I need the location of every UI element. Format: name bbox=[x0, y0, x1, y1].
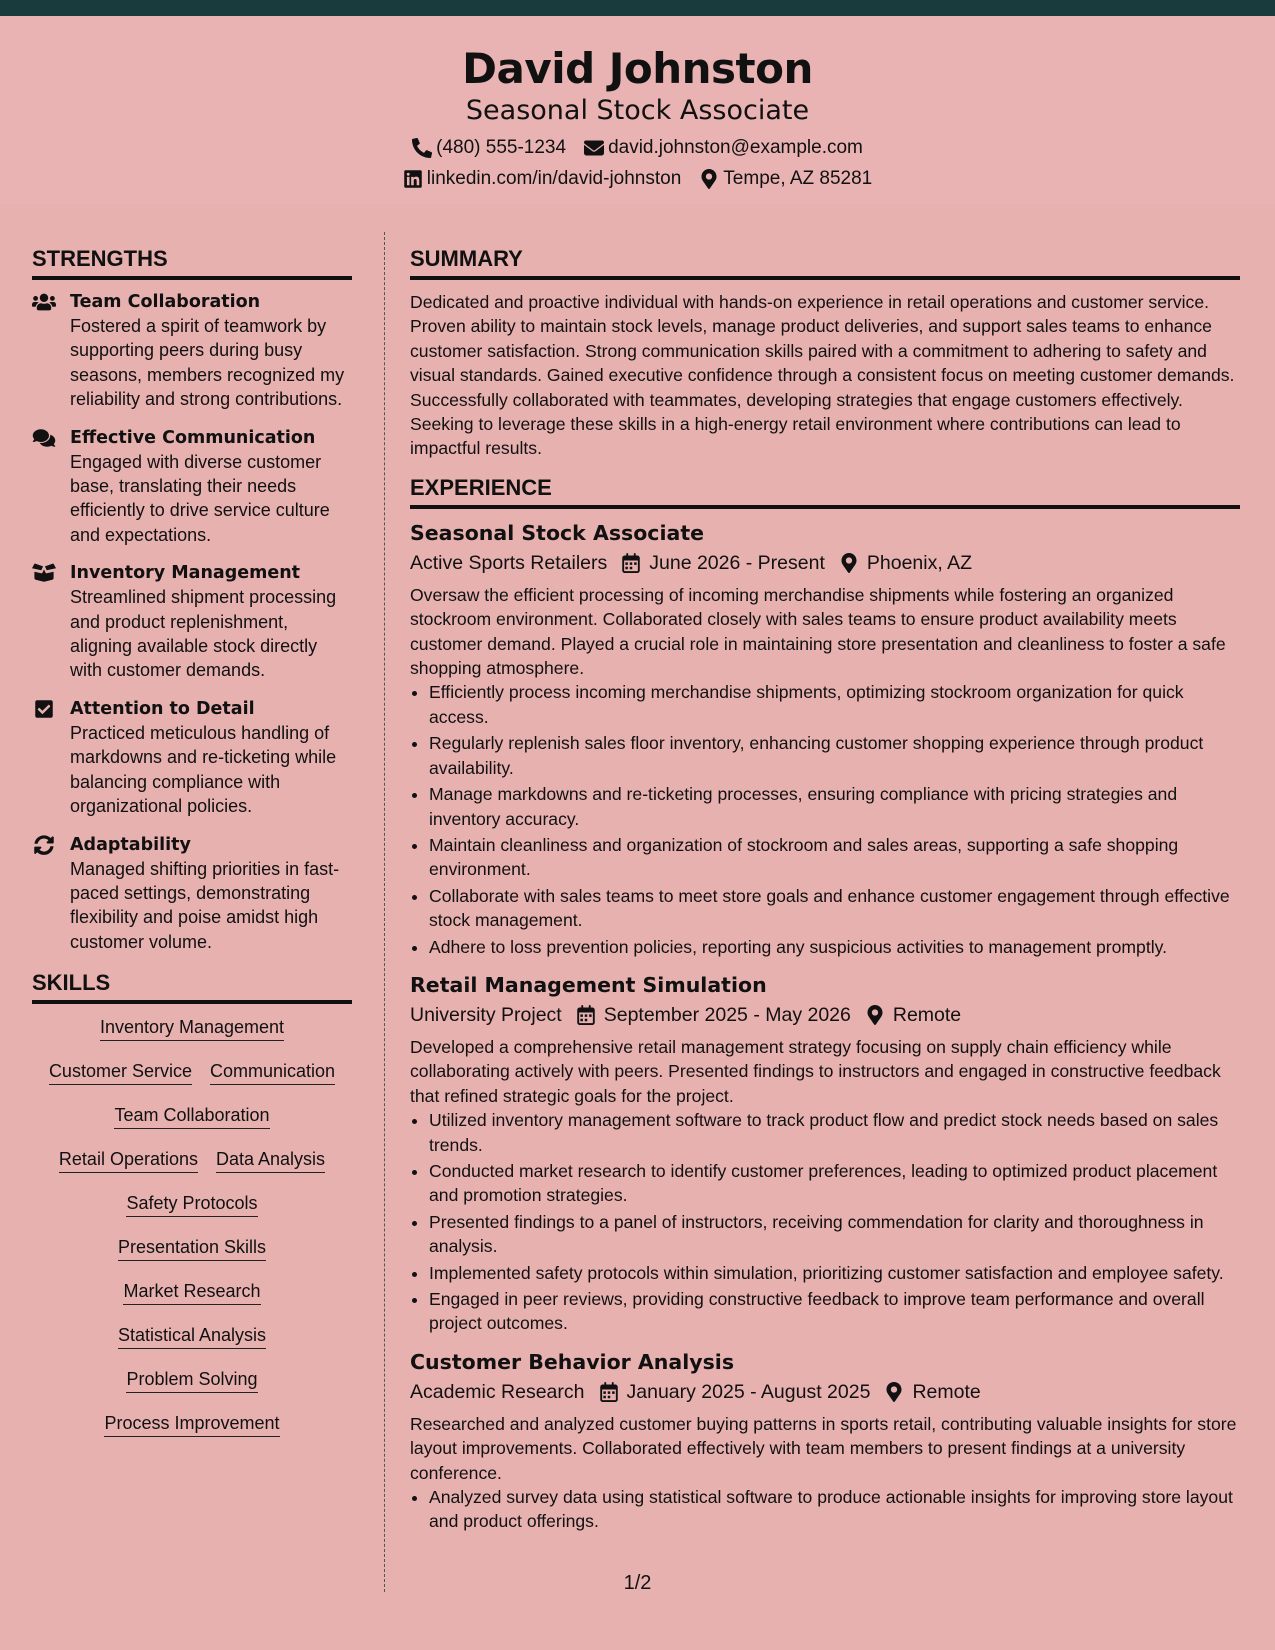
candidate-title: Seasonal Stock Associate bbox=[465, 95, 810, 126]
skill-tag: Statistical Analysis bbox=[118, 1322, 266, 1349]
map-marker-icon bbox=[699, 169, 719, 189]
job-location: Remote bbox=[912, 1380, 981, 1403]
job-company: University Project bbox=[410, 1003, 562, 1026]
contact-email bbox=[584, 137, 863, 159]
top-bar bbox=[0, 0, 1275, 16]
skills-list bbox=[32, 1014, 352, 1437]
left-column bbox=[32, 244, 352, 1454]
skill-tag: Team Collaboration bbox=[114, 1102, 269, 1129]
job-bullets bbox=[429, 1485, 1240, 1534]
job-meta bbox=[410, 1379, 1240, 1405]
experience-heading: EXPERIENCE bbox=[410, 473, 1240, 509]
strength-desc: Streamlined shipment processing and product replenishment, aligning available stock directly with customer demands. bbox=[70, 587, 337, 681]
strength-desc: Managed shifting priorities in fast-paced settings, demonstrating flexibility and poise amidst high customer volume. bbox=[70, 858, 340, 952]
bullet-item: • Analyzed survey data using statistical software to produce actionable insights for improving store layout and product offerings. bbox=[429, 1485, 1240, 1534]
bullet-item: • Collaborate with sales teams to meet store goals and enhance customer engagement through effective stock management. bbox=[429, 884, 1240, 933]
contact-location bbox=[699, 168, 872, 190]
job-location: Remote bbox=[892, 1003, 962, 1026]
map-marker-icon bbox=[884, 1382, 904, 1402]
calendar-icon bbox=[599, 1382, 619, 1402]
job-meta bbox=[410, 550, 1240, 576]
job-location: Phoenix, AZ bbox=[866, 551, 973, 574]
skill-tag: Communication bbox=[210, 1058, 335, 1085]
contact-phone bbox=[412, 137, 566, 159]
job-company: Academic Research bbox=[410, 1380, 585, 1403]
job-desc: Researched and analyzed customer buying patterns in sports retail, contributing valuable insights for store layout improvements. Collaborated effectively with team members to present findings at a university conference. bbox=[410, 1413, 1237, 1483]
bullet-item: • Utilized inventory management software to track product flow and predict stock needs based on sales trends. bbox=[429, 1108, 1240, 1157]
job-entry bbox=[410, 519, 1240, 959]
job-bullets bbox=[429, 1108, 1240, 1336]
summary-text: Dedicated and proactive individual with hands-on experience in retail operations and customer service. Proven ability to maintain stock levels, manage product deliveries, and support sales teams to enhance customer satisfaction. Strong communication skills paired with a commitment to adhering to safety and visual standards. Gained executive confidence through a consistent focus on meeting customer demands. Successfully collaborated with teammates, developing strategies that engage customers effectively. Seeking to leverage these skills in a high-energy retail environment where contributions can lead to impactful results. bbox=[410, 292, 1235, 459]
skill-tag: Inventory Management bbox=[100, 1014, 284, 1041]
bullet-item: • Adhere to loss prevention policies, reporting any suspicious activities to management promptly. bbox=[429, 935, 1240, 959]
skill-tag: Market Research bbox=[123, 1278, 260, 1305]
strength-title: Team Collaboration bbox=[70, 292, 261, 312]
users-icon bbox=[32, 292, 56, 312]
job-desc: Developed a comprehensive retail management strategy focusing on supply chain efficiency while collaborating actively with peers. Presented findings to instructors and engaged in constructive feedback that refined strategic goals for the project. bbox=[410, 1036, 1221, 1106]
bullet-item: • Manage markdowns and re-ticketing processes, ensuring compliance with pricing strategies and inventory accuracy. bbox=[429, 782, 1240, 831]
job-dates: September 2025 - May 2026 bbox=[603, 1003, 851, 1026]
bullet-item: • Conducted market research to identify customer preferences, leading to optimized product placement and promotion strategies. bbox=[429, 1159, 1240, 1208]
strength-item bbox=[32, 426, 352, 548]
bullet-item: • Implemented safety protocols within simulation, prioritizing customer satisfaction and employee safety. bbox=[429, 1261, 1240, 1285]
job-company: Active Sports Retailers bbox=[410, 551, 608, 574]
skill-tag: Safety Protocols bbox=[126, 1190, 257, 1217]
strength-title: Inventory Management bbox=[70, 563, 301, 584]
strength-desc: Practiced meticulous handling of markdowns and re-ticketing while balancing compliance with organizational policies. bbox=[70, 722, 337, 817]
column-divider bbox=[384, 232, 385, 1592]
resume-header bbox=[0, 16, 1275, 204]
bullet-item: • Regularly replenish sales floor inventory, enhancing customer shopping experience through product availability. bbox=[429, 731, 1240, 780]
comments-icon bbox=[32, 428, 56, 448]
skill-tag: Process Improvement bbox=[104, 1410, 279, 1437]
bullet-item: • Presented findings to a panel of instructors, receiving commendation for clarity and thoroughness in analysis. bbox=[429, 1210, 1240, 1259]
phone-icon bbox=[412, 138, 432, 158]
calendar-icon bbox=[576, 1005, 596, 1025]
skill-tag: Retail Operations bbox=[59, 1146, 198, 1173]
strengths-heading: STRENGTHS bbox=[32, 244, 352, 280]
phone-text: (480) 555-1234 bbox=[436, 137, 567, 158]
strength-item bbox=[32, 833, 352, 955]
skill-tag: Presentation Skills bbox=[118, 1234, 266, 1261]
strength-item bbox=[32, 697, 352, 819]
job-dates: June 2026 - Present bbox=[649, 551, 825, 574]
strength-desc: Engaged with diverse customer base, translating their needs efficiently to drive service culture and expectations. bbox=[70, 451, 330, 545]
bullet-item: • Engaged in peer reviews, providing constructive feedback to improve team performance and overall project outcomes. bbox=[429, 1287, 1240, 1336]
linkedin-link[interactable]: linkedin.com/in/david-johnston bbox=[426, 168, 682, 189]
skill-tag: Customer Service bbox=[49, 1058, 192, 1085]
map-marker-icon bbox=[839, 553, 859, 573]
skill-tag: Problem Solving bbox=[126, 1366, 257, 1393]
location-text: Tempe, AZ 85281 bbox=[723, 168, 873, 189]
job-title: Customer Behavior Analysis bbox=[410, 1349, 735, 1374]
checkbox-icon bbox=[32, 699, 56, 719]
strength-title: Adaptability bbox=[70, 834, 191, 855]
strength-desc: Fostered a spirit of teamwork by supporting peers during busy seasons, members recognized my reliability and strong contributions. bbox=[70, 316, 345, 410]
strength-item bbox=[32, 290, 352, 412]
job-entry bbox=[410, 971, 1240, 1336]
email-link[interactable]: david.johnston@example.com bbox=[608, 137, 863, 158]
summary-heading: SUMMARY bbox=[410, 244, 1240, 280]
contact-row-2 bbox=[0, 168, 1275, 190]
right-column bbox=[410, 244, 1240, 1546]
candidate-name: David Johnston bbox=[462, 44, 813, 93]
bullet-item: • Maintain cleanliness and organization of stockroom and sales areas, supporting a safe shopping environment. bbox=[429, 833, 1240, 882]
job-dates: January 2025 - August 2025 bbox=[626, 1380, 871, 1403]
strength-title: Effective Communication bbox=[70, 427, 316, 448]
job-bullets bbox=[429, 680, 1240, 958]
job-title: Seasonal Stock Associate bbox=[410, 520, 705, 545]
box-icon bbox=[32, 563, 56, 583]
strength-item bbox=[32, 561, 352, 683]
contact-row-1 bbox=[0, 137, 1275, 159]
envelope-icon bbox=[584, 138, 604, 158]
page-number: 1/2 bbox=[623, 1572, 652, 1594]
contact-linkedin bbox=[403, 168, 682, 190]
strength-title: Attention to Detail bbox=[70, 698, 255, 719]
skill-tag: Data Analysis bbox=[216, 1146, 325, 1173]
job-title: Retail Management Simulation bbox=[410, 972, 767, 997]
job-desc: Oversaw the efficient processing of incoming merchandise shipments while fostering an organized stockroom environment. Collaborated closely with sales teams to ensure product availability meets customer demand. Played a crucial role in maintaining store presentation and cleanliness to foster a safe shopping atmosphere. bbox=[410, 584, 1226, 679]
job-meta bbox=[410, 1002, 1240, 1028]
map-marker-icon bbox=[865, 1005, 885, 1025]
calendar-icon bbox=[621, 553, 641, 573]
bullet-item: • Efficiently process incoming merchandise shipments, optimizing stockroom organization for quick access. bbox=[429, 680, 1240, 729]
linkedin-icon bbox=[403, 169, 423, 189]
job-entry bbox=[410, 1348, 1240, 1534]
sync-icon bbox=[32, 835, 56, 855]
skills-heading: SKILLS bbox=[32, 968, 352, 1004]
